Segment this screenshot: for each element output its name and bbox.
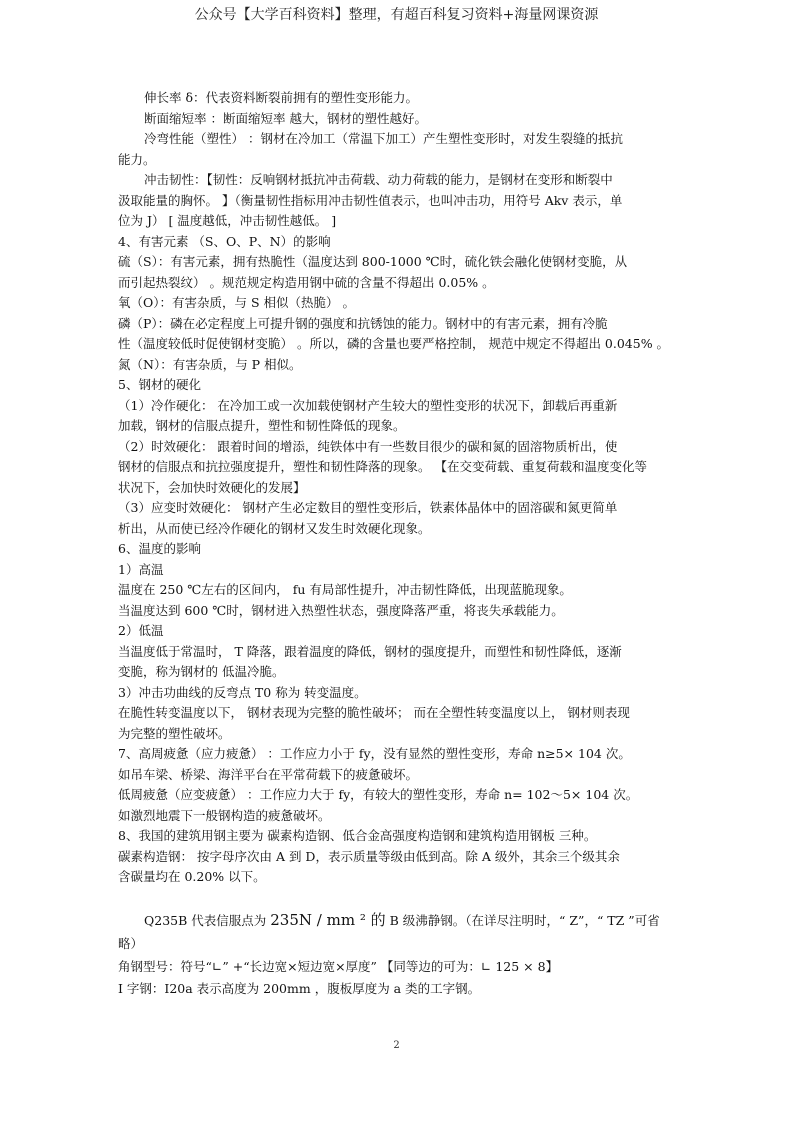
section-heading: 4、有害元素 （S、O、P、N）的影响 xyxy=(118,233,331,249)
q235-text-after: B 级沸静钢。（在详尽注明时，“ Z”，“ TZ ”可省 xyxy=(389,912,660,928)
text-line: 断面缩短率 ：断面缩短率 越大，钢材的塑性越好。 xyxy=(144,110,427,126)
subsection-heading: 2）低温 xyxy=(118,623,164,638)
text-line: 当温度达到 600 ℃时，钢材进入热塑性状态，强度降落严重，将丧失承载能力。 xyxy=(118,602,564,618)
text-line: 为完整的塑性破坏。 xyxy=(118,725,231,741)
section-heading: 8、我国的建筑用钢主要为 碳素构造钢、低合金高强度构造钢和建筑构造用钢板 三种。 xyxy=(118,828,597,843)
text-line: 硫（S）：有害元素，拥有热脆性（温度达到 800-1000 ℃时，硫化铁会融化使钢材变脆，从 xyxy=(118,254,628,269)
text-line: （1）冷作硬化： 在冷加工或一次加载使钢材产生较大的塑性变形的状况下，卸载后再重新 xyxy=(118,397,618,413)
paragraph-gap xyxy=(118,888,674,908)
text-line: 碳素构造钢： 按字母序次由 A 到 D，表示质量等级由低到高。除 A 级外，其余三个级其余 xyxy=(118,848,620,864)
section-heading: 7、高周疲惫（应力疲惫） ：工作应力小于 fy，没有显然的塑性变形，寿命 n≥5× 104 次。 xyxy=(118,746,631,761)
text-line: 伸长率 δ：代表资料断裂前拥有的塑性变形能力。 xyxy=(144,90,418,105)
text-line: 冷弯性能（塑性） ：钢材在冷加工（常温下加工）产生塑性变形时，对发生裂缝的抵抗 xyxy=(144,131,623,146)
text-line: 性（温度较低时促使钢材变脆） 。所以，磷的含量也要严格控制， 规范中规定不得超出 0.045% 。 xyxy=(118,336,670,351)
text-line: I 字钢：I20a 表示高度为 200mm ，腹板厚度为 a 类的工字钢。 xyxy=(118,980,481,996)
text-line: 析出，从而使已经冷作硬化的钢材又发生时效硬化现象。 xyxy=(118,520,431,536)
text-line: 如吊车梁、桥梁、海洋平台在平常荷载下的疲惫破坏。 xyxy=(118,766,419,782)
page-header: 公众号【大学百科资料】整理，有超百科复习资料+海量网课资源 xyxy=(194,7,599,23)
text-line: 能力。 xyxy=(118,151,156,167)
text-line: 汲取能量的胸怀。 】（衡量韧性指标用冲击韧性值表示，也叫冲击功，用符号 Akv 表示，单 xyxy=(118,192,623,208)
subsection-heading: 1）高温 xyxy=(118,561,164,577)
text-line: 如激烈地震下一般钢构造的疲惫破坏。 xyxy=(118,807,331,823)
text-line: 冲击韧性：【韧性：反响钢材抵抗冲击荷载、动力荷载的能力，是钢材在变形和断裂中 xyxy=(144,172,613,187)
text-line: 略） xyxy=(118,935,144,951)
text-line: 在脆性转变温度以下， 钢材表现为完整的脆性破坏； 而在全塑性转变温度以上， 钢材则表现 xyxy=(118,705,630,720)
text-line: 含碳量均在 0.20% 以下。 xyxy=(118,869,266,884)
text-line: 而引起热裂纹） 。规范规定构造用钢中硫的含量不得超出 0.05% 。 xyxy=(118,274,495,290)
text-line: 低周疲惫（应变疲惫） ：工作应力大于 fy，有较大的塑性变形，寿命 n= 102～5× 104 次。 xyxy=(118,787,639,802)
text-line: 变脆，称为钢材的 低温冷脆。 xyxy=(118,664,285,679)
text-line: （3）应变时效硬化： 钢材产生必定数目的塑性变形后，铁素体晶体中的固溶碳和氮更简单 xyxy=(118,500,618,515)
text-line: 角钢型号：符号“∟” +“长边宽×短边宽×厚度” 【同等边的可为：∟ 125 × 8】 xyxy=(118,958,559,974)
text-line: 氮（N）：有害杂质，与 P 相似。 xyxy=(118,356,302,372)
q235-line xyxy=(118,908,674,932)
text-line: （2）时效硬化： 跟着时间的增添，纯铁体中有一些数目很少的碳和氮的固溶物质析出，使 xyxy=(118,438,618,454)
q235-text-before: Q235B 代表信服点为 xyxy=(144,912,267,928)
subsection-heading: 3）冲击功曲线的反弯点 T0 称为 转变温度。 xyxy=(118,684,367,700)
text-line: 氧（O）：有害杂质，与 S 相似（热脆） 。 xyxy=(118,295,355,310)
text-line: 温度在 250 ℃左右的区间内， fu 有局部性提升，冲击韧性降低，出现蓝脆现象。 xyxy=(118,582,572,597)
text-line: 位为 J） [ 温度越低，冲击韧性越低。 ] xyxy=(118,213,337,228)
q235-value: 235N / mm ² 的 xyxy=(270,910,386,929)
section-heading: 5、钢材的硬化 xyxy=(118,377,201,392)
text-line: 磷（P）：磷在必定程度上可提升钢的强度和抗锈蚀的能力。钢材中的有害元素，拥有冷脆 xyxy=(118,315,608,331)
text-line: 当温度低于常温时， T 降落，跟着温度的降低，钢材的强度提升，而塑性和韧性降低，逐渐 xyxy=(118,643,622,659)
section-heading: 6、温度的影响 xyxy=(118,541,201,556)
page-number: 2 xyxy=(393,1040,400,1051)
document-body xyxy=(118,88,674,1000)
text-line: 状况下，会加快时效硬化的发展】 xyxy=(118,479,306,495)
text-line: 加载，钢材的信服点提升，塑性和韧性降低的现象。 xyxy=(118,418,406,433)
text-line: 钢材的信服点和抗拉强度提升，塑性和韧性降落的现象。 【在交变荷载、重复荷载和温度变化等 xyxy=(118,459,647,474)
